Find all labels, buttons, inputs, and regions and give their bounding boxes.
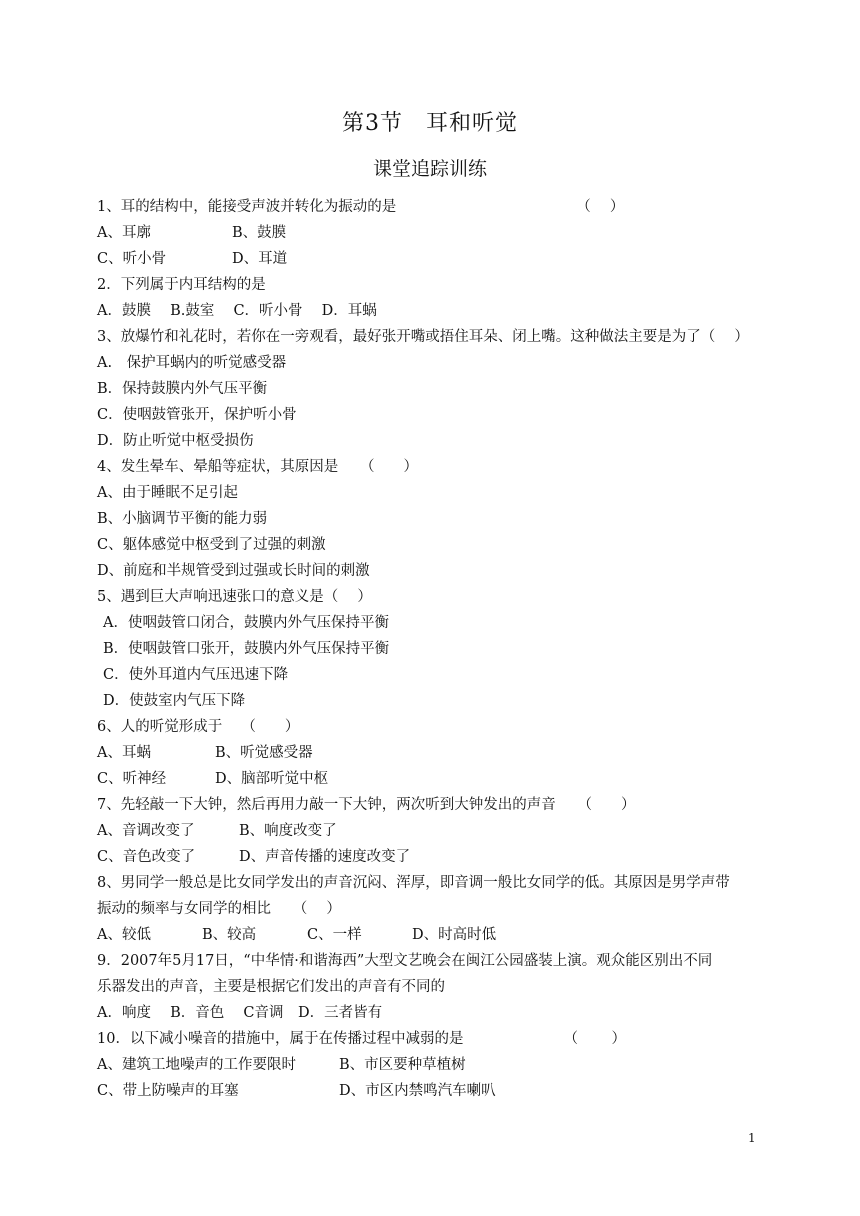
page-subtitle: 课堂追踪训练 <box>372 158 487 180</box>
option-d: D．防止听觉中枢受损伤 <box>97 433 254 449</box>
option-row <box>97 1052 767 1078</box>
option-row <box>97 1078 767 1104</box>
question-stem: 1、耳的结构中，能接受声波并转化为振动的是 <box>97 199 397 215</box>
option-d: D、脑部听觉中枢 <box>215 771 329 787</box>
option-c: C、音色改变了 <box>97 849 196 865</box>
option-d: D、耳道 <box>232 251 288 267</box>
option-a: A. 保护耳蜗内的听觉感受器 <box>97 355 287 371</box>
option-b: B．使咽鼓管口张开，鼓膜内外气压保持平衡 <box>103 641 390 657</box>
page-title: 第3节 耳和听觉 <box>342 111 518 136</box>
option-b: B、鼓膜 <box>232 225 287 241</box>
option-a: A、耳廓 <box>97 225 151 241</box>
option-b: B、听觉感受器 <box>215 745 313 761</box>
answer-parenthesis: （ ） <box>563 1031 627 1047</box>
option-row <box>97 246 767 272</box>
option-a: A、较低 <box>97 927 151 943</box>
option-d: D．使鼓室内气压下降 <box>103 693 246 709</box>
question-9-continued: 乐器发出的声音，主要是根据它们发出的声音有不同的 <box>97 979 445 995</box>
option-b: B、小脑调节平衡的能力弱 <box>97 511 268 527</box>
option-row <box>97 922 767 948</box>
option-c: C、听小骨 <box>97 251 167 267</box>
question-6: 6、人的听觉形成于 （ ） <box>97 719 300 735</box>
option-row: A．响度 B．音色 C音调 D．三者皆有 <box>97 1005 383 1021</box>
question-list <box>97 194 767 1104</box>
option-b: B、市区要种草植树 <box>339 1057 466 1073</box>
option-c: C、躯体感觉中枢受到了过强的刺激 <box>97 537 326 553</box>
option-row <box>97 844 767 870</box>
question-stem: 10．以下减小噪音的措施中，属于在传播过程中减弱的是 <box>97 1031 464 1047</box>
option-a: A、耳蜗 <box>97 745 151 761</box>
option-row <box>97 740 767 766</box>
answer-parenthesis: （ ） <box>576 199 625 215</box>
option-c: C、听神经 <box>97 771 167 787</box>
page-number: 1 <box>748 1131 756 1145</box>
question-8: 8、男同学一般总是比女同学发出的声音沉闷、浑厚，即音调一般比女同学的低。其原因是男学声带 <box>97 875 730 891</box>
question-7: 7、先轻敲一下大钟，然后再用力敲一下大钟，两次听到大钟发出的声音 （ ） <box>97 797 636 813</box>
question-2: 2．下列属于内耳结构的是 <box>97 277 266 293</box>
question-5: 5、遇到巨大声响迅速张口的意义是（ ） <box>97 589 372 605</box>
option-c: C、带上防噪声的耳塞 <box>97 1083 239 1099</box>
question-9: 9．2007年5月17日，“中华情·和谐海西”大型文艺晚会在闽江公园盛装上演。观众能区别出不同 <box>97 953 713 969</box>
option-d: D、时高时低 <box>412 927 497 943</box>
question-8-continued: 振动的频率与女同学的相比 （ ） <box>97 901 341 917</box>
question-10 <box>97 1026 767 1052</box>
option-c: C．使外耳道内气压迅速下降 <box>103 667 289 683</box>
option-row: A．鼓膜 B.鼓室 C．听小骨 D．耳蜗 <box>97 303 377 319</box>
question-3: 3、放爆竹和礼花时，若你在一旁观看，最好张开嘴或捂住耳朵、闭上嘴。这种做法主要是为了（ ） <box>97 329 749 345</box>
option-a: A．使咽鼓管口闭合，鼓膜内外气压保持平衡 <box>103 615 389 631</box>
option-b: B、响度改变了 <box>239 823 337 839</box>
option-d: D、市区内禁鸣汽车喇叭 <box>339 1083 496 1099</box>
option-row <box>97 220 767 246</box>
option-a: A、音调改变了 <box>97 823 195 839</box>
option-row <box>97 766 767 792</box>
option-c: C、一样 <box>307 927 362 943</box>
option-a: A、由于睡眠不足引起 <box>97 485 238 501</box>
option-c: C．使咽鼓管张开，保护听小骨 <box>97 407 297 423</box>
option-b: B、较高 <box>202 927 257 943</box>
option-b: B．保持鼓膜内外气压平衡 <box>97 381 268 397</box>
option-row <box>97 818 767 844</box>
question-4: 4、发生晕车、晕船等症状，其原因是 （ ） <box>97 459 418 475</box>
question-1 <box>97 194 767 220</box>
option-a: A、建筑工地噪声的工作要限时 <box>97 1057 296 1073</box>
option-d: D、前庭和半规管受到过强或长时间的刺激 <box>97 563 370 579</box>
option-d: D、声音传播的速度改变了 <box>239 849 411 865</box>
